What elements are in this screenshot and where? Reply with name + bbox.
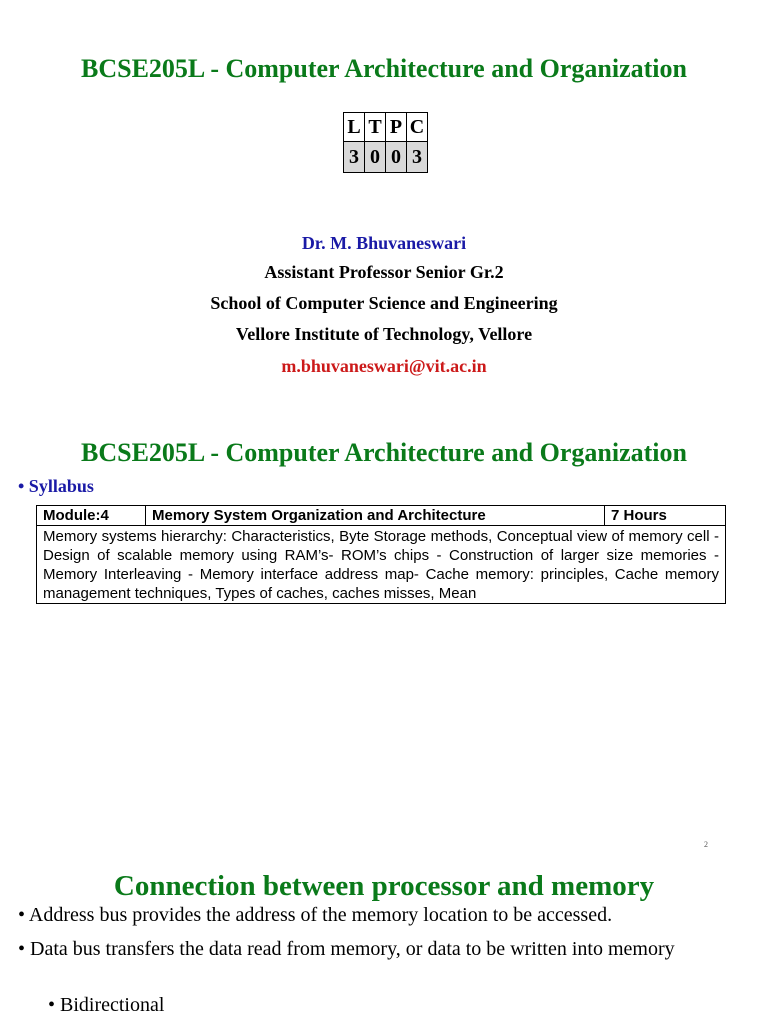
slide3-title: Connection between processor and memory [113,870,655,902]
module-title: Memory System Organization and Architecture [146,506,605,526]
module-hours: 7 Hours [605,506,726,526]
author-email[interactable]: m.bhuvaneswari@vit.ac.in [281,356,487,376]
bullet-address-bus: • Address bus provides the address of the memory location to be accessed. [18,904,613,926]
bullet-data-bus: • Data bus transfers the data read from memory, or data to be written into memory [18,938,675,960]
slide2-title: BCSE205L - Computer Architecture and Organization [81,438,687,467]
ltpc-value-c: 3 [407,142,428,173]
author-institute: Vellore Institute of Technology, Vellore [235,324,533,344]
ltpc-value-p: 0 [386,142,407,173]
author-name: Dr. M. Bhuvaneswari [301,233,467,253]
syllabus-table [36,505,726,604]
module-description: Memory systems hierarchy: Characteristics, Byte Storage methods, Conceptual view of memory cell - Design of scalable memory using RAM’s- ROM’s chips - Construction of larger size memories - Memory Interleaving - Memory interface address map- Cache memory: principles, Cache memory management techniques, Types of caches, caches misses, Mean [37,526,726,604]
author-role: Assistant Professor Senior Gr.2 [264,262,504,282]
sub-bullet-bidirectional: • Bidirectional [48,994,165,1016]
ltpc-header-t: T [365,113,386,142]
syllabus-label: • Syllabus [18,476,94,496]
ltpc-value-l: 3 [344,142,365,173]
ltpc-header-c: C [407,113,428,142]
ltpc-table [343,112,428,173]
ltpc-header-p: P [386,113,407,142]
module-number: Module:4 [37,506,146,526]
ltpc-header-l: L [344,113,365,142]
page-number: 2 [704,840,708,849]
slide1-title: BCSE205L - Computer Architecture and Organization [81,54,687,83]
ltpc-value-t: 0 [365,142,386,173]
author-school: School of Computer Science and Engineering [210,293,558,313]
